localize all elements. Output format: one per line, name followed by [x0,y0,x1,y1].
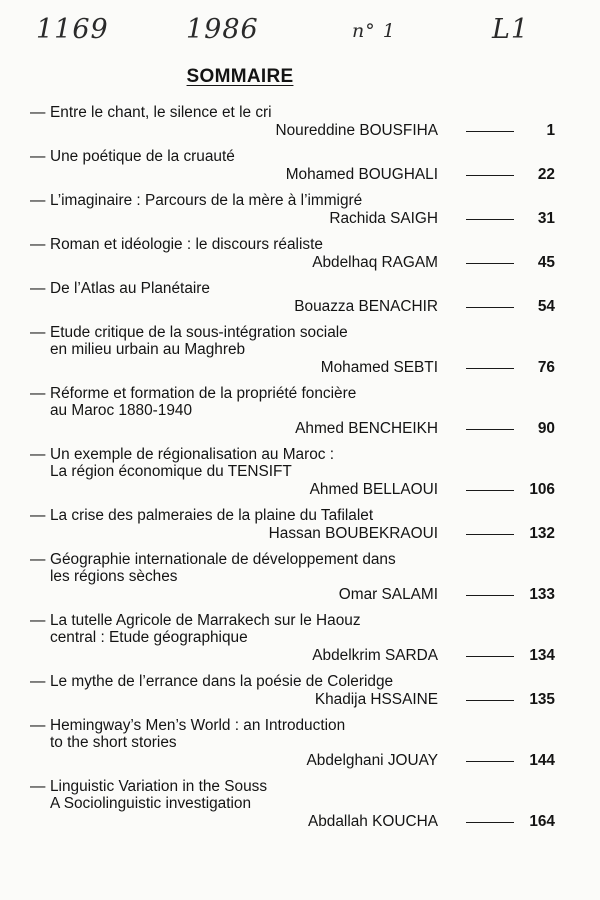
entry-dash: — [30,612,46,629]
leader-line [466,534,514,535]
entry-dash: — [30,104,46,121]
page-title: SOMMAIRE [186,66,294,87]
entry-title-line: La crise des palmeraies de la plaine du Tafilalet [50,507,374,524]
entry-page-number: 134 [529,647,555,664]
entry-title-line: to the short stories [50,734,177,751]
entry-dash: — [30,507,46,524]
entry-title-line: La tutelle Agricole de Marrakech sur le Haouz [50,612,361,629]
entry-author: Abdallah KOUCHA [307,813,438,830]
leader-line [466,656,514,657]
entry-author: Rachida SAIGH [329,210,438,227]
entry-title [30,104,555,121]
entry-page-number: 31 [537,210,555,227]
leader-line [466,761,514,762]
entry-author-row [30,253,555,272]
leader-line [466,219,514,220]
toc-entry [30,612,555,665]
entry-title-line: central : Etude géographique [50,629,248,646]
entry-dash: — [30,236,46,253]
entry-title-line: Entre le chant, le silence et le cri [50,104,272,121]
entry-author: Ahmed BELLAOUI [309,481,438,498]
entry-title [30,717,555,751]
leader-line [466,175,514,176]
entry-title [30,446,555,480]
toc-entry [30,717,555,770]
entry-page-number: 144 [529,752,555,769]
entry-author: Mohamed SEBTI [320,359,438,376]
entry-page-number: 45 [537,254,555,271]
entry-title-line: La région économique du TENSIFT [50,463,292,480]
entry-title-line: les régions sèches [50,568,178,585]
entry-title [30,236,555,253]
entry-author: Hassan BOUBEKRAOUI [268,525,438,542]
entry-title-line: Etude critique de la sous-intégration sociale [50,324,348,341]
entry-title-line: Un exemple de régionalisation au Maroc : [50,446,335,463]
entry-dash: — [30,148,46,165]
entry-author-row [30,646,555,665]
entry-title-line: Géographie internationale de développement dans [50,551,396,568]
entry-dash: — [30,717,46,734]
toc-entry [30,778,555,831]
entry-author-row [30,165,555,184]
entry-author-row [30,358,555,377]
entry-author-row [30,297,555,316]
entry-title-line: De l’Atlas au Planétaire [50,280,210,297]
entry-author: Abdelkrim SARDA [312,647,438,664]
entry-title-line: en milieu urbain au Maghreb [50,341,246,358]
toc-entry [30,104,555,140]
entry-dash: — [30,446,46,463]
toc-entry [30,446,555,499]
entry-author-row [30,751,555,770]
entry-title-line: Linguistic Variation in the Souss [50,778,268,795]
entry-author: Bouazza BENACHIR [294,298,438,315]
entry-dash: — [30,280,46,297]
entry-dash: — [30,192,46,209]
entry-author: Abdelghani JOUAY [306,752,438,769]
entry-page-number: 22 [537,166,555,183]
toc-entry [30,673,555,709]
entry-dash: — [30,673,46,690]
entry-title-line: Hemingway’s Men’s World : an Introduction [50,717,346,734]
handwritten-annotation-code: L1 [492,14,530,45]
entry-title [30,280,555,297]
entry-page-number: 76 [537,359,555,376]
entry-page-number: 135 [529,691,555,708]
leader-line [466,700,514,701]
entry-author-row [30,480,555,499]
entry-title [30,551,555,585]
table-of-contents [30,104,555,839]
leader-line [466,263,514,264]
entry-page-number: 106 [529,481,555,498]
entry-author: Noureddine BOUSFIHA [275,122,438,139]
entry-author-row [30,209,555,228]
entry-page-number: 1 [546,122,555,139]
entry-page-number: 164 [529,813,555,830]
leader-line [466,490,514,491]
entry-title-line: Une poétique de la cruauté [50,148,235,165]
entry-author-row [30,524,555,543]
entry-dash: — [30,778,46,795]
entry-dash: — [30,385,46,402]
entry-title [30,385,555,419]
leader-line [466,368,514,369]
entry-author-row [30,812,555,831]
entry-page-number: 90 [537,420,555,437]
entry-title-line: A Sociolinguistic investigation [50,795,252,812]
entry-title-line: au Maroc 1880-1940 [50,402,193,419]
entry-title-line: Le mythe de l’errance dans la poésie de Coleridge [50,673,394,690]
entry-title [30,778,555,812]
leader-line [466,307,514,308]
entry-title [30,324,555,358]
entry-author-row [30,585,555,604]
entry-title [30,507,555,524]
toc-entry [30,324,555,377]
leader-line [466,429,514,430]
toc-entry [30,192,555,228]
toc-entry [30,236,555,272]
entry-author-row [30,690,555,709]
entry-title-line: Réforme et formation de la propriété foncière [50,385,357,402]
entry-title [30,192,555,209]
toc-entry [30,280,555,316]
leader-line [466,595,514,596]
toc-entry [30,507,555,543]
entry-page-number: 132 [529,525,555,542]
entry-author: Mohamed BOUGHALI [285,166,438,183]
toc-entry [30,385,555,438]
entry-page-number: 133 [529,586,555,603]
entry-title [30,612,555,646]
entry-author: Ahmed BENCHEIKH [295,420,438,437]
toc-entry [30,551,555,604]
entry-author: Abdelhaq RAGAM [312,254,438,271]
handwritten-annotation-year: 1986 [186,14,259,45]
entry-author: Khadija HSSAINE [314,691,438,708]
toc-entry [30,148,555,184]
leader-line [466,131,514,132]
entry-page-number: 54 [537,298,555,315]
entry-title-line: Roman et idéologie : le discours réaliste [50,236,323,253]
entry-author-row [30,419,555,438]
entry-dash: — [30,551,46,568]
handwritten-annotation-issue: n° 1 [352,20,396,42]
entry-title [30,673,555,690]
leader-line [466,822,514,823]
entry-author: Omar SALAMI [338,586,438,603]
entry-title-line: L’imaginaire : Parcours de la mère à l’immigré [50,192,363,209]
handwritten-annotation-number: 1169 [36,14,109,45]
entry-title [30,148,555,165]
entry-dash: — [30,324,46,341]
entry-author-row [30,121,555,140]
